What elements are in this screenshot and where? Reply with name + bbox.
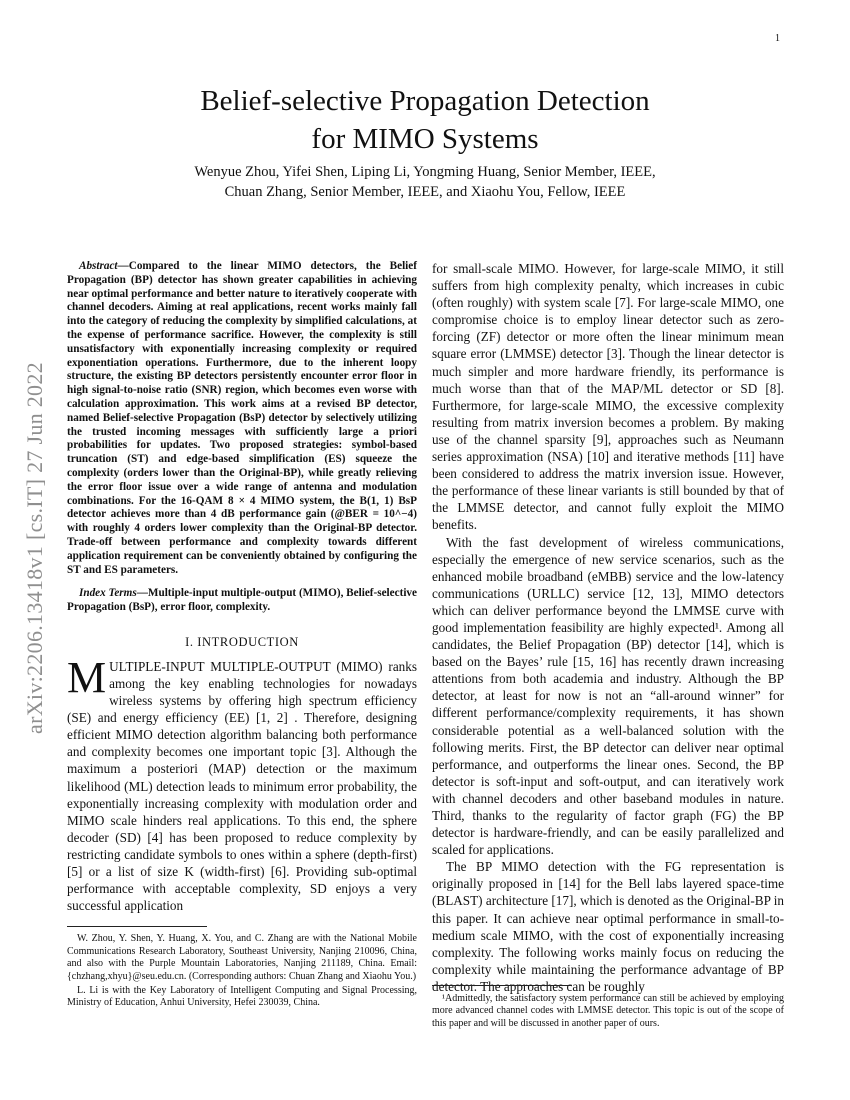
- right-column: [432, 260, 784, 995]
- title-line-2: for MIMO Systems: [311, 123, 539, 155]
- section-heading: I. INTRODUCTION: [185, 634, 299, 649]
- title-line-1: Belief-selective Propagation Detection: [200, 85, 650, 117]
- index-terms-text: —Multiple-input multiple-output (MIMO), Belief-selective Propagation (BsP), error floor, complexity.: [67, 587, 417, 614]
- author-list: [0, 162, 850, 202]
- paper-title: [0, 82, 850, 158]
- drop-cap: M: [67, 652, 107, 702]
- footnote: ¹Admittedly, the satisfactory system performance can still be achieved by employing more advanced channel codes with LMMSE detector. This topic is out of the scope of this paper and will be discussed in another paper of ours.: [432, 993, 784, 1029]
- index-terms: [67, 587, 417, 615]
- page-number: 1: [775, 33, 780, 44]
- author-line-1: Wenyue Zhou, Yifei Shen, Liping Li, Yongming Huang, Senior Member, IEEE,: [194, 164, 656, 180]
- affiliation-footnote: L. Li is with the Key Laboratory of Intelligent Computing and Signal Processing, Ministry of Education, Anhui University, Hefei 230039, China.: [67, 984, 417, 1009]
- abstract: [67, 260, 417, 577]
- left-column: [67, 260, 417, 1010]
- footnote-rule: [432, 985, 572, 986]
- affiliation-footnote: W. Zhou, Y. Shen, Y. Huang, X. You, and C. Zhang are with the National Mobile Communications Research Laboratory, Southeast University, Nanjing 210096, China, and also with the Purple Mountain Laboratories, Nanjing 211189, China. Email: {chzhang,xhyu}@seu.edu.cn. (Corresponding authors: Chuan Zhang and Xiaohu You.): [67, 933, 417, 982]
- footnote-rule: [67, 926, 207, 927]
- arxiv-stamp: [18, 318, 52, 778]
- body-paragraph: With the fast development of wireless communications, especially the emergence of new service scenarios, such as the enhanced mobile broadband (eMBB) service and the low-latency communications (URLLC) service [12, 13], MIMO detectors which can deliver performance beyond the LMMSE curve with good implementation feasibility are highly expected¹. Among all candidates, the Belief Propagation (BP) detector [14], which is based on the Bayes’ rule [15, 16] has recently drawn increasing attentions from both academia and industry. Although the BP detector, at least for now is not an “all-around winner” for different performance/complexity requirements, it has shown considerable potential as a well-balanced solution with the following merits. First, the BP detector can deliver near optimal performance, and outperforms the linear ones. Second, the BP detector is soft-input and soft-output, and can iteratively work with channel decoders and other baseband modules in nature. Third, thanks to the regularity of factor graph (FG) the BP detector is hardware-friendly, and can be easily parallelized and scaled for applications.: [432, 534, 784, 858]
- abstract-lead: Abstract: [79, 260, 118, 272]
- index-terms-lead: Index Terms: [79, 587, 137, 600]
- author-line-2: Chuan Zhang, Senior Member, IEEE, and Xiaohu You, Fellow, IEEE: [224, 184, 626, 200]
- intro-paragraph: [67, 652, 417, 914]
- intro-text: ULTIPLE-INPUT MULTIPLE-OUTPUT (MIMO) ranks among the key enabling technologies for nowadays wireless systems by offering high spectrum efficiency (SE) and energy efficiency (EE) [1, 2] . Therefore, designing efficient MIMO detection algorithm balancing both performance and complexity becomes one important topic [3]. Although the maximum a posteriori (MAP) detection or the maximum likelihood (ML) detection leads to minimum error probability, the exponentially increasing complexity with modulation order and MIMO scale hinders real applications. To this end, the sphere decoder (SD) [4] has been proposed to reduce complexity by restricting candidate symbols to ones within a sphere (depth-first) [5] or a list of size K (width-first) [6]. Providing sub-optimal performance with acceptable complexity, SD enjoys a very successful application: [67, 658, 417, 914]
- right-footnote-block: [432, 993, 784, 1030]
- body-paragraph: for small-scale MIMO. However, for large-scale MIMO, it still suffers from high complexity penalty, which increases in cubic (often roughly) with system scale [7]. For large-scale MIMO, one compromise choice is to employ linear detector such as zero-forcing (ZF) detector or more often the linear minimum mean square error (LMMSE) detector [3]. Though the linear detector is much simpler and more hardware friendly, its performance is much worse than that of the MAP/ML detector or SD [8]. Furthermore, for large-scale MIMO, the excessive complexity resulting from matrix inversion becomes a problem. By making use of the channel sparsity [9], approaches such as Neumann series approximation (NSA) [10] and iterative methods [11] have been considered to address the matrix inversion issue. However, the performance of these linear variants is still bounded by that of the LMMSE detector, and cannot fully exploit the MIMO benefits.: [432, 261, 784, 533]
- abstract-text: —Compared to the linear MIMO detectors, the Belief Propagation (BP) detector has shown greater capabilities in achieving near optimal performance and better nature to iteratively cooperate with channel decoders. Aiming at real applications, recent works mainly fall into the category of reducing the complexity by simplified calculations, at the expense of performance sacrifice. However, the complexity is still unsatisfactory with exponentially increasing complexity or required exponentiation operations. Furthermore, due to the inherent loopy structure, the existing BP detectors persistently encounter error floor in high signal-to-noise ratio (SNR) region, which becomes even worse with calculation approximation. This work aims at a revised BP detector, named Belief-selective Propagation (BsP) detector by selectively utilizing the trusted incoming messages with sufficiently large a priori probabilities for updates. Two proposed strategies: symbol-based truncation (ST) and edge-based simplification (ES) squeeze the complexity (orders lower than the Original-BP), while greatly relieving the error floor issue over a wide range of antenna and modulation combinations. For the 16-QAM 8 × 4 MIMO system, the B(1, 1) BsP detector achieves more than 4 dB performance gain (@BER = 10^−4) with roughly 4 orders lower complexity than the Original-BP detector. Trade-off between performance and complexity towards different application requirement can be conveniently obtained by configuring the ST and ES parameters.: [67, 260, 417, 576]
- arxiv-stamp-text: arXiv:2206.13418v1 [cs.IT] 27 Jun 2022: [22, 362, 48, 734]
- body-paragraph: The BP MIMO detection with the FG representation is originally proposed in [14] for the Bell labs layered space-time (BLAST) architecture [17], which is denoted as the Original-BP in this paper. It can achieve near optimal performance in small-to-medium scale MIMO, with the cost of exponentially increasing complexity. The following works mainly focus on reducing the complexity while maintaining the performance advantage of BP detector. The approaches can be roughly: [432, 859, 784, 994]
